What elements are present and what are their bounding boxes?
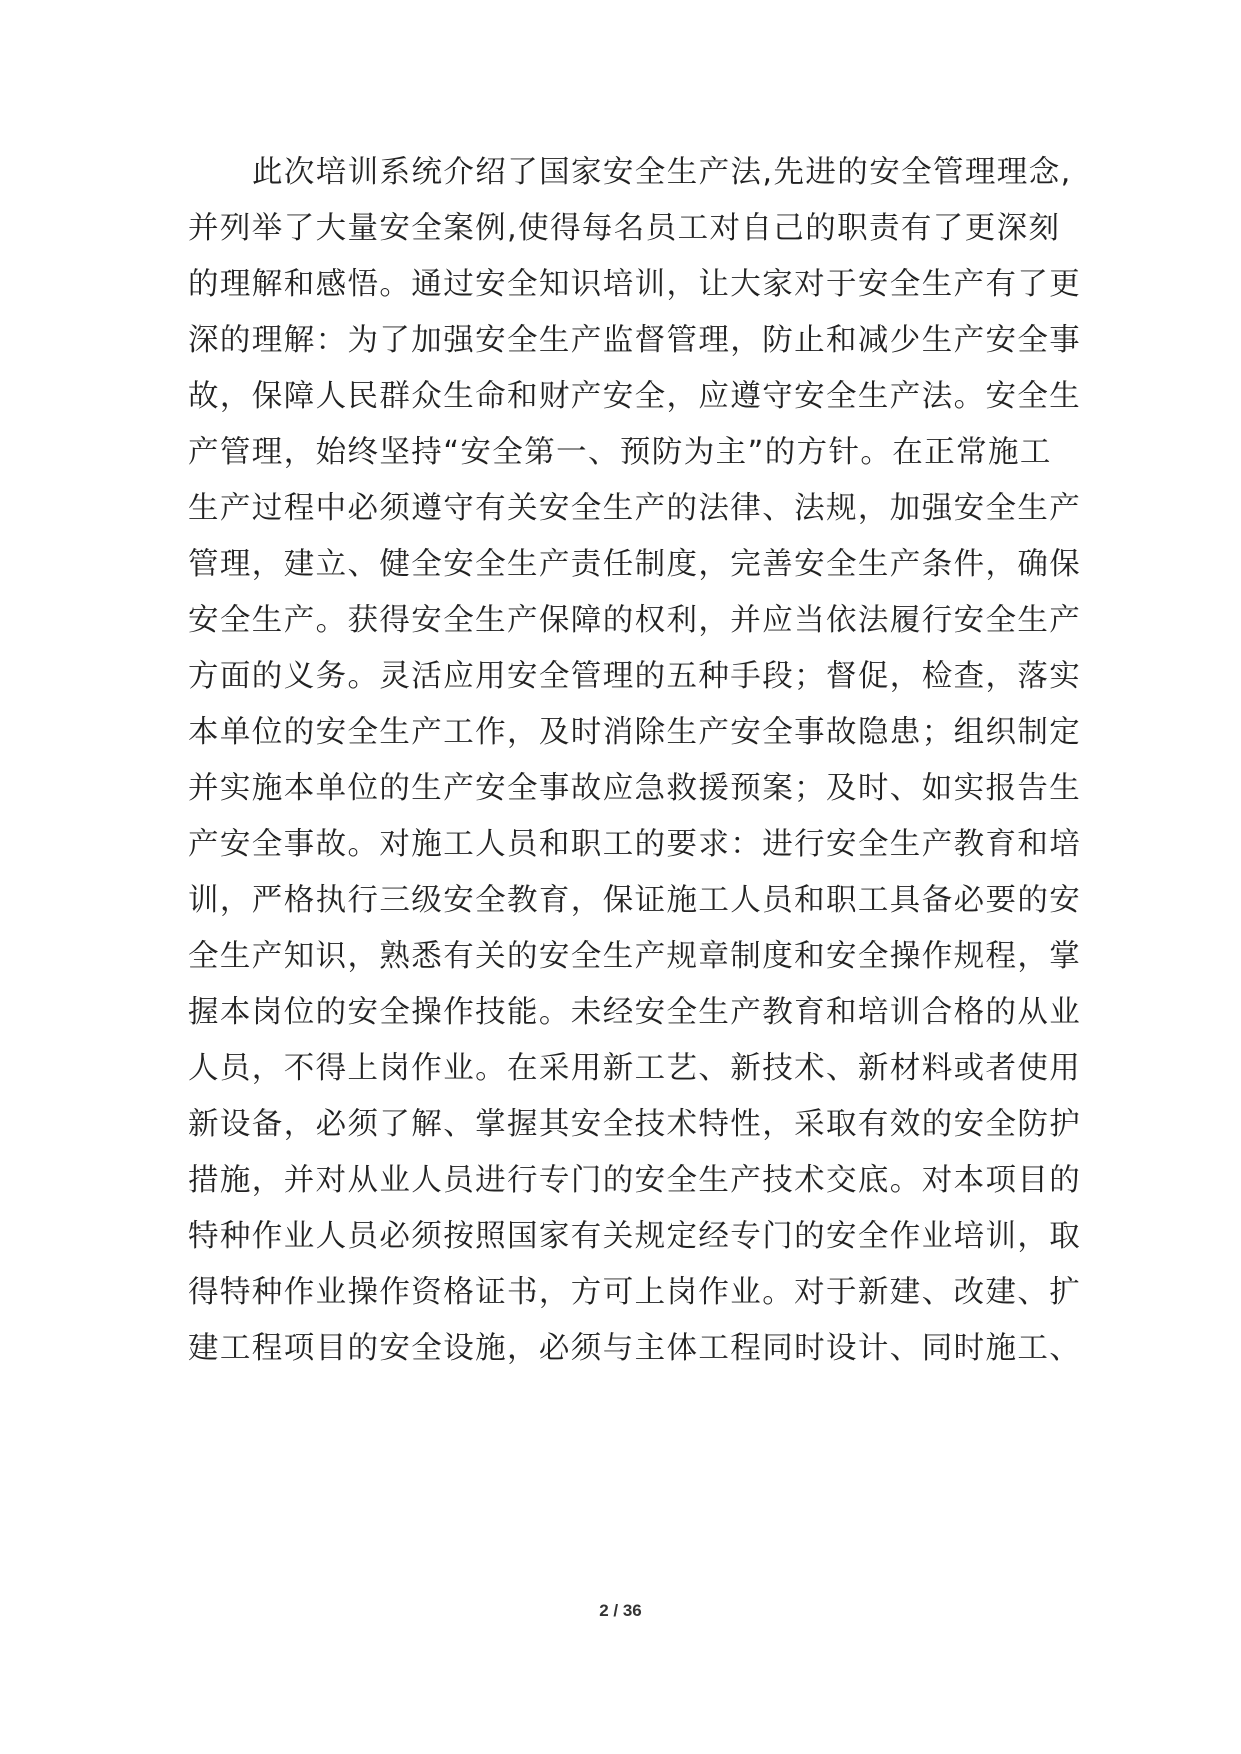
paragraph-line: 故，保障人民群众生命和财产安全，应遵守安全生产法。安全生 <box>188 379 1082 414</box>
page-number: 2 / 36 <box>599 1601 642 1620</box>
paragraph-line: 特种作业人员必须按照国家有关规定经专门的安全作业培训，取 <box>188 1219 1082 1254</box>
paragraph-line: 训，严格执行三级安全教育，保证施工人员和职工具备必要的安 <box>188 883 1082 918</box>
paragraph-line: 并实施本单位的生产安全事故应急救援预案；及时、如实报告生 <box>188 771 1082 806</box>
paragraph-line: 建工程项目的安全设施，必须与主体工程同时设计、同时施工、 <box>188 1331 1082 1366</box>
paragraph-line: 的理解和感悟。通过安全知识培训，让大家对于安全生产有了更 <box>188 267 1082 302</box>
paragraph-line: 产管理，始终坚持“安全第一、预防为主”的方针。在正常施工 <box>188 435 1052 470</box>
paragraph-line: 人员，不得上岗作业。在采用新工艺、新技术、新材料或者使用 <box>188 1051 1082 1086</box>
paragraph-line: 握本岗位的安全操作技能。未经安全生产教育和培训合格的从业 <box>188 995 1082 1030</box>
paragraph-line: 此次培训系统介绍了国家安全生产法,先进的安全管理理念, <box>252 155 1072 190</box>
paragraph-line: 并列举了大量安全案例,使得每名员工对自己的职责有了更深刻 <box>188 211 1061 246</box>
paragraph-line: 产安全事故。对施工人员和职工的要求：进行安全生产教育和培 <box>188 827 1082 862</box>
paragraph-line: 方面的义务。灵活应用安全管理的五种手段；督促，检查，落实 <box>188 659 1082 694</box>
paragraph-line: 管理，建立、健全安全生产责任制度，完善安全生产条件，确保 <box>188 547 1082 582</box>
paragraph-line: 全生产知识，熟悉有关的安全生产规章制度和安全操作规程，掌 <box>188 939 1082 974</box>
paragraph-line: 得特种作业操作资格证书，方可上岗作业。对于新建、改建、扩 <box>188 1275 1082 1310</box>
paragraph-line: 新设备，必须了解、掌握其安全技术特性，采取有效的安全防护 <box>188 1107 1082 1142</box>
paragraph-line: 深的理解：为了加强安全生产监督管理，防止和减少生产安全事 <box>188 323 1082 358</box>
paragraph-line: 措施，并对从业人员进行专门的安全生产技术交底。对本项目的 <box>188 1163 1082 1198</box>
paragraph-line: 本单位的安全生产工作，及时消除生产安全事故隐患；组织制定 <box>188 715 1082 750</box>
paragraph-line: 生产过程中必须遵守有关安全生产的法律、法规，加强安全生产 <box>188 491 1082 526</box>
paragraph-line: 安全生产。获得安全生产保障的权利，并应当依法履行安全生产 <box>188 603 1082 638</box>
